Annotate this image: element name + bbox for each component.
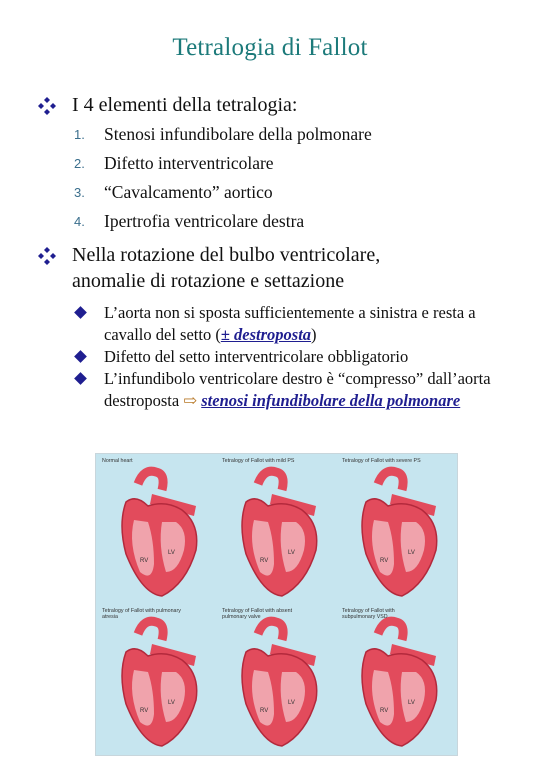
- heart-diagram: [96, 604, 216, 754]
- list-text: “Cavalcamento” aortico: [104, 182, 273, 202]
- heart-panel: [96, 454, 216, 604]
- lv-label: LV: [408, 550, 415, 556]
- bullet-text: I 4 elementi della tetralogia:: [72, 94, 298, 116]
- heart-panel: [336, 604, 456, 754]
- sub-bullet-list: [70, 302, 504, 412]
- sub-bullet-text: Difetto del setto interventricolare obbligatorio: [104, 347, 409, 366]
- panel-label: Tetralogy of Fallot with absent pulmonary valve: [222, 608, 293, 620]
- hollow-right-arrow-icon: ⇨: [183, 391, 198, 410]
- list-number: 2.: [74, 156, 85, 171]
- diamond-cluster-icon: [38, 247, 56, 265]
- panel-label: Tetralogy of Fallot with subpulmonary VSD: [342, 608, 395, 620]
- sub-bullet-text: L’infundibolo ventricolare destro è “compresso” dall’aorta destroposta: [104, 369, 491, 410]
- heart-diagrams-figure: [95, 453, 458, 756]
- heart-panel: [336, 454, 456, 604]
- rv-label: RV: [260, 708, 269, 714]
- list-number: 3.: [74, 185, 85, 200]
- diamond-cluster-icon: [38, 97, 56, 115]
- list-text: Stenosi infundibolare della polmonare: [104, 124, 372, 144]
- lv-label: LV: [168, 550, 175, 556]
- lv-label: LV: [288, 550, 295, 556]
- list-text: Ipertrofia ventricolare destra: [104, 211, 305, 231]
- filled-diamond-icon: [74, 372, 87, 385]
- lv-label: LV: [288, 700, 295, 706]
- heart-diagram: [336, 454, 456, 604]
- heart-diagram: [336, 604, 456, 754]
- filled-diamond-icon: [74, 306, 87, 319]
- emphasis-text: stenosi infundibolare della polmonare: [201, 391, 461, 410]
- list-number: 4.: [74, 214, 85, 229]
- panel-label: Tetralogy of Fallot with severe PS: [342, 458, 421, 464]
- sub-bullet-item: [70, 346, 504, 368]
- sub-bullet-text: ): [311, 325, 317, 344]
- heart-diagram: [216, 454, 336, 604]
- panel-label: Tetralogy of Fallot with mild PS: [222, 458, 295, 464]
- heart-panel: [216, 604, 336, 754]
- rv-label: RV: [140, 558, 149, 564]
- heart-panel: [216, 454, 336, 604]
- slide-title: Tetralogia di Fallot: [172, 34, 368, 61]
- heart-panel: [96, 604, 216, 754]
- sub-bullet-item: [70, 302, 504, 346]
- bullet-line: Nella rotazione del bulbo ventricolare,: [72, 244, 381, 266]
- sub-bullet-item: [70, 368, 504, 412]
- rv-label: RV: [140, 708, 149, 714]
- emphasis-text: ± destroposta: [220, 325, 312, 344]
- rv-label: RV: [380, 558, 389, 564]
- lv-label: LV: [168, 700, 175, 706]
- bullet-line: anomalie di rotazione e settazione: [72, 270, 345, 292]
- lv-label: LV: [408, 700, 415, 706]
- rv-label: RV: [260, 558, 269, 564]
- panel-label: Tetralogy of Fallot with pulmonary atresia: [102, 608, 181, 620]
- heart-diagram: [216, 604, 336, 754]
- rv-label: RV: [380, 708, 389, 714]
- heart-diagram: [96, 454, 216, 604]
- bullet-text: [72, 242, 512, 294]
- list-number: 1.: [74, 127, 85, 142]
- sub-bullet-text: L’aorta non si sposta sufficientemente a sinistra e resta a cavallo del setto (: [104, 303, 476, 344]
- list-text: Difetto interventricolare: [104, 153, 274, 173]
- panel-label: Normal heart: [102, 458, 133, 464]
- filled-diamond-icon: [74, 350, 87, 363]
